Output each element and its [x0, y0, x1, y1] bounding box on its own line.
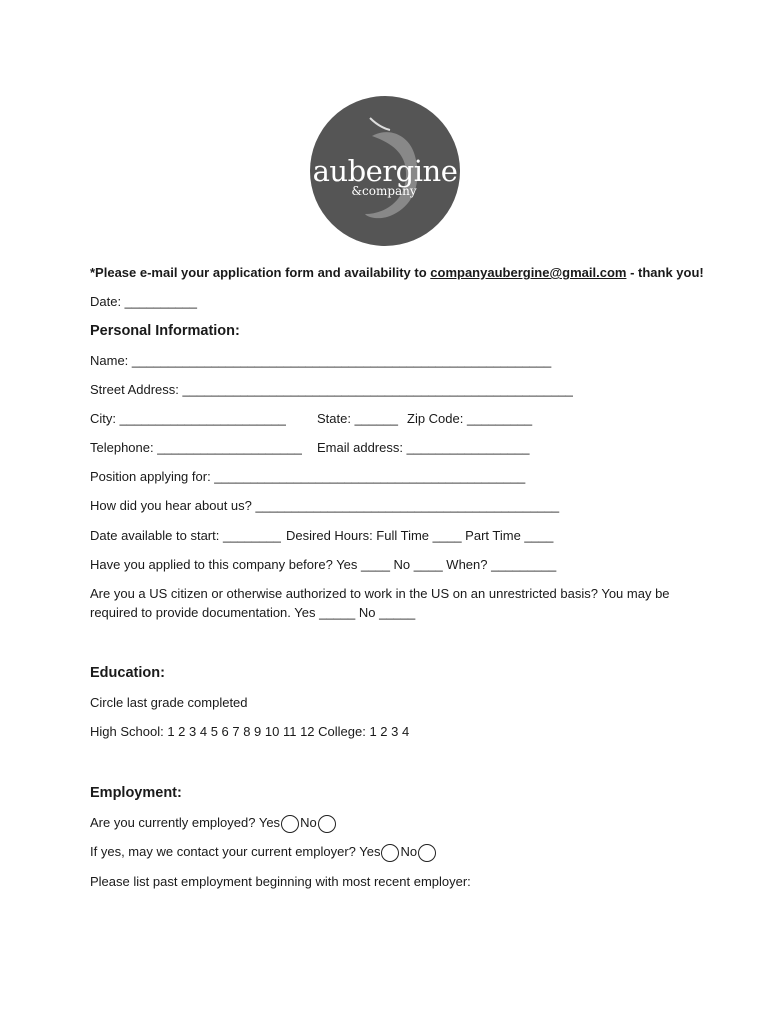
circle-grade-note: Circle last grade completed: [90, 695, 248, 710]
name-field[interactable]: Name: __________________________________________________________: [90, 353, 552, 368]
zip-code-field[interactable]: Zip Code: _________: [407, 411, 533, 426]
logo-wordmark: aubergine: [312, 154, 458, 188]
contact-no-circle[interactable]: [418, 844, 436, 862]
employed-no-circle[interactable]: [318, 815, 336, 833]
logo-subtitle: &company: [351, 184, 417, 198]
contact-yes-circle[interactable]: [381, 844, 399, 862]
citizen-answer-field[interactable]: required to provide documentation. Yes _____ No _____: [90, 605, 416, 620]
currently-employed-question: Are you currently employed? Yes No: [90, 814, 337, 833]
education-heading: Education:: [90, 665, 165, 681]
city-field[interactable]: City: _______________________: [90, 411, 286, 426]
telephone-field[interactable]: Telephone: ____________________: [90, 440, 302, 455]
personal-info-heading: Personal Information:: [90, 323, 240, 339]
referral-source-field[interactable]: How did you hear about us? __________________________________________: [90, 498, 560, 513]
email-link[interactable]: companyaubergine@gmail.com: [430, 265, 627, 280]
street-address-field[interactable]: Street Address: ______________________________________________________: [90, 382, 573, 397]
applied-before-field[interactable]: Have you applied to this company before? Yes ____ No ____ When? _________: [90, 557, 557, 572]
contact-employer-question: If yes, may we contact your current employer? Yes No: [90, 843, 437, 862]
date-available-field[interactable]: Date available to start: ________: [90, 528, 281, 543]
email-address-field[interactable]: Email address: _________________: [317, 440, 530, 455]
date-field[interactable]: Date: __________: [90, 294, 197, 309]
state-field[interactable]: State: ______: [317, 411, 398, 426]
past-employment-note: Please list past employment beginning with most recent employer:: [90, 874, 471, 889]
citizen-question: Are you a US citizen or otherwise authorized to work in the US on an unrestricted basis? You may be: [90, 586, 670, 601]
employed-yes-circle[interactable]: [281, 815, 299, 833]
grade-options[interactable]: High School: 1 2 3 4 5 6 7 8 9 10 11 12 College: 1 2 3 4: [90, 724, 410, 739]
desired-hours-field[interactable]: Desired Hours: Full Time ____ Part Time ____: [286, 528, 554, 543]
instruction-line: *Please e-mail your application form and availability to companyaubergine@gmail.com - thank you!: [90, 265, 704, 280]
employment-heading: Employment:: [90, 785, 182, 801]
company-logo: [310, 96, 460, 246]
position-field[interactable]: Position applying for: ___________________________________________: [90, 469, 526, 484]
